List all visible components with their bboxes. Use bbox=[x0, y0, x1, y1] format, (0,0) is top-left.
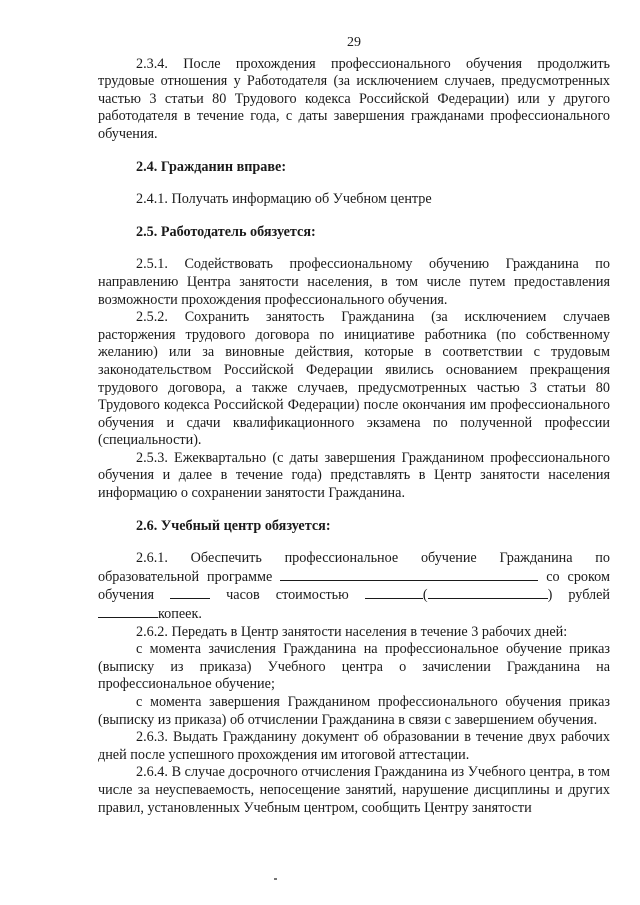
clause-2-6-2: 2.6.2. Передать в Центр занятости населения в течение 3 рабочих дней: bbox=[136, 623, 568, 640]
clause-2-6-3: 2.6.3. Выдать Гражданину документ об образовании в течение двух рабочих дней после успешного прохождения им итоговой аттестации. bbox=[98, 729, 610, 763]
clause-2-6-1-text-d: ( bbox=[422, 587, 428, 604]
clause-2-6-1-text-e: ) рублей bbox=[547, 587, 611, 604]
clause-2-5-1: 2.5.1. Содействовать профессиональному обучению Гражданина по направлению Центра занятости населения, в том числе путем предоставления возможности прохождения профессионального обучения. bbox=[98, 256, 610, 308]
heading-2-5: 2.5. Работодатель обязуется: bbox=[136, 223, 316, 240]
clause-2-6-2-enrollment: с момента зачисления Гражданина на профессиональное обучение приказ (выписку из приказа) Учебного центра о зачислении Гражданина на профессиональное обучение; bbox=[98, 641, 610, 693]
clause-2-6-1-text-c: часов стоимостью bbox=[226, 587, 349, 604]
scan-dot bbox=[274, 878, 277, 880]
clause-2-6-1-text-b: со сроком обучения bbox=[98, 568, 610, 604]
program-blank bbox=[280, 568, 538, 581]
clause-2-6-1 bbox=[98, 550, 610, 623]
clause-2-3-4: 2.3.4. После прохождения профессионального обучения продолжить трудовые отношения у Работодателя (за исключением случаев, предусмотренных частью 3 статьи 80 Трудового кодекса Российской Федерации) или у другого работодателя в течение года, с даты завершения гражданами профессионального обучения. bbox=[98, 55, 610, 142]
clause-2-6-2-completion: с момента завершения Гражданином профессионального обучения приказ (выписку из приказа) об отчислении Гражданина в связи с завершением обучения. bbox=[98, 694, 610, 728]
clause-2-6-1-text-f: копеек. bbox=[158, 606, 202, 623]
kopecks-blank bbox=[98, 605, 158, 618]
heading-2-4: 2.4. Гражданин вправе: bbox=[136, 158, 287, 175]
cost-words-blank bbox=[428, 586, 548, 599]
page-number: 29 bbox=[347, 35, 361, 50]
clause-2-5-3: 2.5.3. Ежеквартально (с даты завершения Гражданином профессионального обучения и далее в течение года) представлять в Центр занятости населения информацию о сохранении занятости Гражданина. bbox=[98, 449, 610, 502]
cost-blank bbox=[365, 586, 423, 599]
clause-2-6-1-text-a: 2.6.1. Обеспечить профессиональное обучение Гражданина по образовательной программе bbox=[98, 550, 610, 585]
clause-2-6-4: 2.6.4. В случае досрочного отчисления Гражданина из Учебного центра, в том числе за неуспеваемость, непосещение занятий, нарушение дисциплины и других правил, установленных Учебным центром, сообщить Центру занятости bbox=[98, 764, 610, 816]
clause-2-5-2: 2.5.2. Сохранить занятость Гражданина (за исключением случаев расторжения трудового договора по инициативе работника (по собственному желанию) или за виновные действия, которые в соответствии с трудовым законодательством Российской Федерации явились основанием прекращения трудового договора, а также случаев, предусмотренных частью 3 статьи 80 Трудового кодекса Российской Федерации) после окончания им профессионального обучения и сдачи квалификационного экзамена по полученной профессии (специальности). bbox=[98, 309, 610, 449]
hours-blank bbox=[170, 586, 210, 599]
heading-2-6: 2.6. Учебный центр обязуется: bbox=[136, 517, 331, 534]
clause-2-4-1: 2.4.1. Получать информацию об Учебном центре bbox=[136, 191, 432, 208]
